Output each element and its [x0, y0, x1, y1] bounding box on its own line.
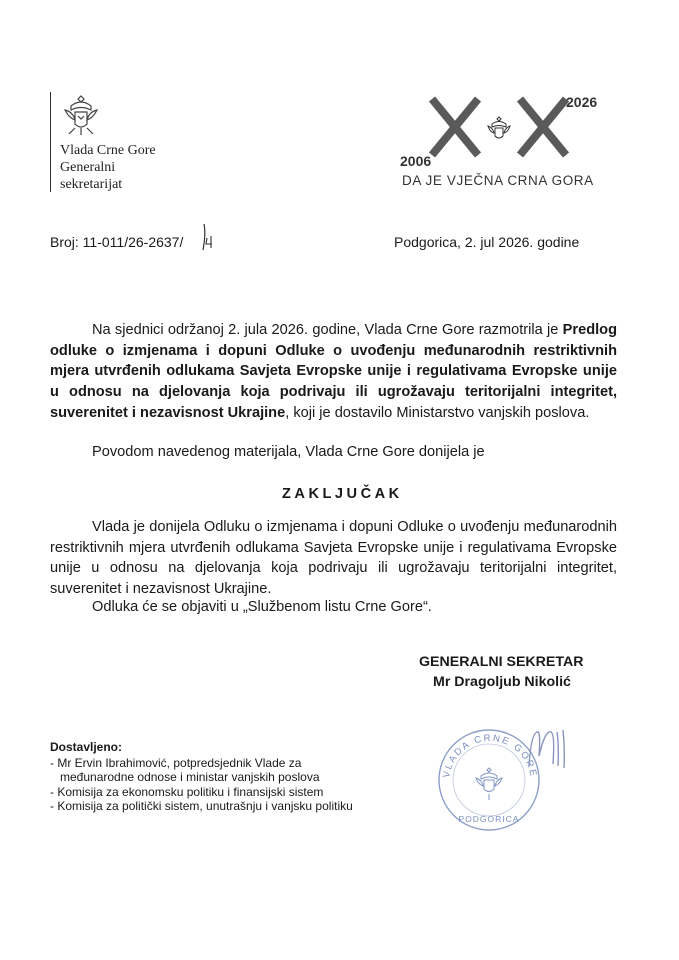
gov-name-line-3: sekretarijat	[60, 177, 123, 192]
stamp-ring-text: VLADA CRNE GORE	[441, 732, 539, 779]
signatory-title: GENERALNI SEKRETAR	[419, 654, 584, 670]
handwritten-number-mark	[198, 222, 220, 252]
para1-proposal-title: Predlog odluke o izmjenama i dopuni Odluke o uvođenju međunarodnih restriktivnih mjera utvrđenih odlukama Savjeta Evropske unije i regulativama Evropske unije u odnosu na djelovanja koja podrivaju ili ugrožavaju teritorijalni integritet, suverenitet i nezavisnost Ukrajine	[50, 322, 617, 421]
logo-year-start: 2006	[400, 153, 432, 169]
para1-intro: Na sjednici održanoj 2. jula 2026. godine, Vlada Crne Gore razmotrila je	[92, 322, 563, 338]
list-item: - Komisija za ekonomsku politiku i finansijski sistem	[50, 784, 324, 799]
list-item: - Mr Ervin Ibrahimović, potpredsjednik Vlade za	[50, 756, 302, 770]
distribution-title: Dostavljeno:	[50, 740, 123, 754]
paragraph-decision: Vlada je donijela Odluku o izmjenama i dopuni Odluke o uvođenju međunarodnih restriktivnih mjera utvrđenih odlukama Savjeta Evropske unije i regulativama Evropske unije u odnosu na djelovanja koja podrivaju ili ugrožavaju teritorijalni integritet, suverenitet i nezavisnost Ukrajine.	[50, 519, 617, 598]
coat-of-arms-icon	[57, 92, 105, 138]
paragraph-publication: Odluka će se objaviti u „Službenom listu Crne Gore“.	[92, 599, 432, 615]
para1-end: , koji je dostavilo Ministarstvo vanjskih poslova.	[285, 404, 590, 421]
header-divider	[50, 92, 51, 192]
stamp-city: PODGORICA	[458, 814, 520, 824]
list-item-continuation: međunarodne odnose i ministar vanjskih poslova	[56, 770, 320, 785]
conclusion-heading: ZAKLJUČAK	[282, 486, 403, 502]
gov-name-line-2: Generalni	[60, 160, 116, 175]
signatory-name: Mr Dragoljub Nikolić	[433, 674, 571, 690]
distribution-list	[50, 756, 353, 813]
place-and-date: Podgorica, 2. jul 2026. godine	[394, 234, 580, 250]
gov-name-line-1: Vlada Crne Gore	[60, 143, 156, 158]
paragraph-session	[50, 320, 617, 424]
document-number: Broj: 11-011/26-2637/	[50, 234, 184, 250]
list-item	[50, 770, 353, 784]
logo-tagline: DA JE VJEČNA CRNA GORA	[402, 173, 594, 188]
government-name	[60, 142, 156, 193]
paragraph-adoption: Povodom navedenog materijala, Vlada Crne Gore donijela je	[92, 444, 485, 460]
logo-year-end: 2026	[566, 94, 598, 110]
handwritten-signature	[525, 726, 577, 772]
list-item: - Komisija za politički sistem, unutrašnju i vanjsku politiku	[50, 798, 353, 813]
